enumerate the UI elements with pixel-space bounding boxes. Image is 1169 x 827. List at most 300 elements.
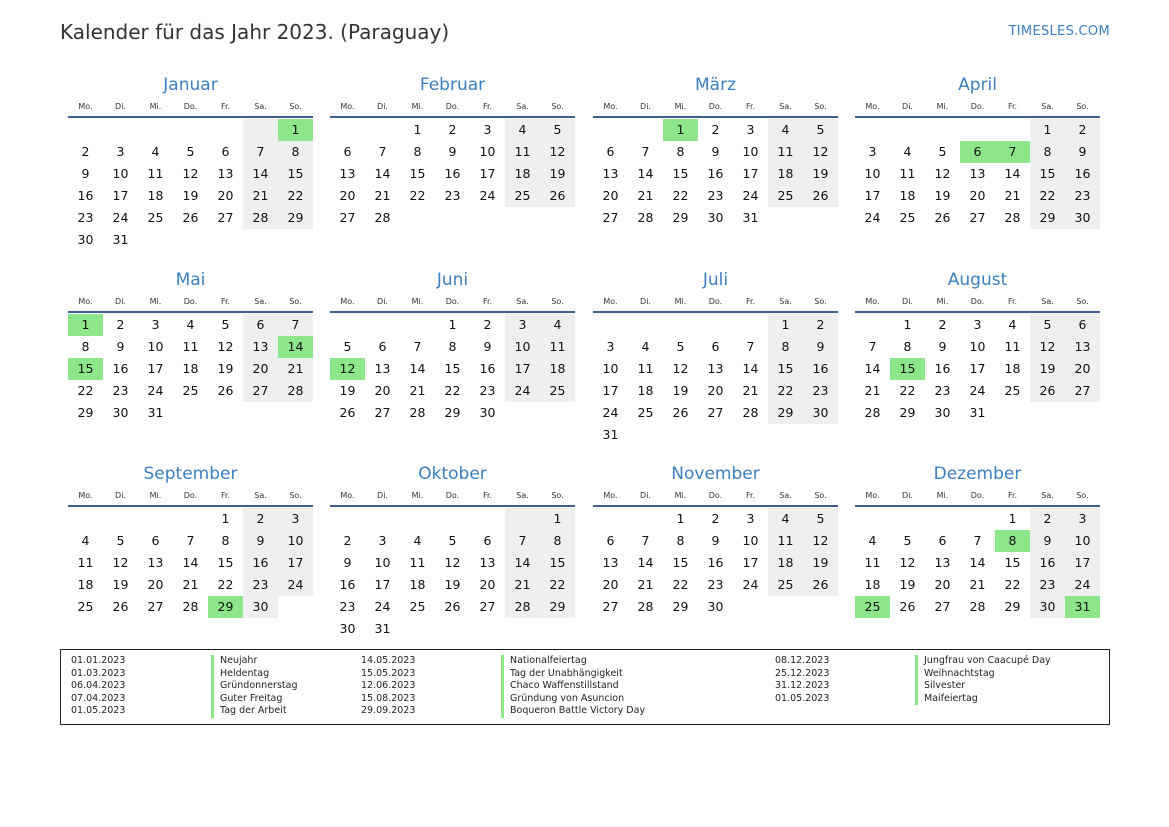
day-cell: 29 xyxy=(208,596,243,618)
week-row xyxy=(593,141,838,163)
day-cell: 25 xyxy=(182,383,199,398)
legend-row xyxy=(361,655,645,668)
holiday-name: Weihnachtstag xyxy=(915,668,995,681)
day-cell: 12 xyxy=(899,555,916,570)
week-row xyxy=(68,119,313,141)
weekday-label: So. xyxy=(814,491,827,500)
month-november xyxy=(593,461,838,618)
empty-cell xyxy=(1065,402,1100,424)
day-cell: 14 xyxy=(374,166,391,181)
day-cell: 10 xyxy=(278,530,313,552)
week-row xyxy=(68,596,313,618)
empty-cell xyxy=(733,314,768,336)
day-cell: 23 xyxy=(1030,574,1065,596)
day-cell: 25 xyxy=(855,596,890,618)
day-cell: 3 xyxy=(483,122,492,137)
day-cell: 18 xyxy=(505,163,540,185)
weekday-label: Mo. xyxy=(865,102,880,111)
day-cell: 7 xyxy=(243,141,278,163)
legend-row xyxy=(361,705,645,718)
day-cell: 27 xyxy=(602,599,619,614)
holiday-name: Chaco Waffenstillstand xyxy=(501,680,619,693)
day-cell: 1 xyxy=(663,119,698,141)
day-cell: 22 xyxy=(672,577,689,592)
day-cell: 29 xyxy=(672,210,689,225)
day-cell: 17 xyxy=(278,552,313,574)
day-cell: 29 xyxy=(444,405,461,420)
day-cell: 18 xyxy=(540,358,575,380)
day-cell: 22 xyxy=(77,383,94,398)
day-cell: 21 xyxy=(1004,188,1021,203)
day-cell: 8 xyxy=(448,339,457,354)
day-cell: 31 xyxy=(147,405,164,420)
day-cell: 23 xyxy=(243,574,278,596)
empty-cell xyxy=(400,314,435,336)
weekday-label: So. xyxy=(551,491,564,500)
day-cell: 11 xyxy=(637,361,654,376)
day-cell: 14 xyxy=(637,166,654,181)
weekday-header xyxy=(855,487,1100,505)
day-cell: 16 xyxy=(934,361,951,376)
day-cell: 27 xyxy=(602,210,619,225)
day-cell: 18 xyxy=(409,577,426,592)
weekday-label: Sa. xyxy=(1041,297,1054,306)
day-cell: 24 xyxy=(505,380,540,402)
weekday-label: Fr. xyxy=(482,102,493,111)
empty-cell xyxy=(278,596,313,618)
day-cell: 2 xyxy=(243,508,278,530)
day-cell: 14 xyxy=(1004,166,1021,181)
weekday-label: Sa. xyxy=(254,491,267,500)
day-cell: 23 xyxy=(339,599,356,614)
day-cell: 18 xyxy=(768,552,803,574)
day-cell: 27 xyxy=(147,599,164,614)
day-cell: 2 xyxy=(343,533,352,548)
day-cell: 19 xyxy=(217,361,234,376)
week-row xyxy=(855,530,1100,552)
day-cell: 6 xyxy=(343,144,352,159)
weekday-label: Sa. xyxy=(516,491,529,500)
day-cell: 28 xyxy=(374,210,391,225)
day-cell: 3 xyxy=(1065,508,1100,530)
day-cell: 6 xyxy=(938,533,947,548)
empty-cell xyxy=(68,119,103,141)
day-cell: 30 xyxy=(77,232,94,247)
day-cell: 22 xyxy=(278,185,313,207)
day-cell: 4 xyxy=(868,533,877,548)
day-cell: 26 xyxy=(112,599,129,614)
week-row xyxy=(855,596,1100,618)
weekday-label: Mi. xyxy=(149,297,162,306)
week-row xyxy=(855,207,1100,229)
day-cell: 9 xyxy=(1030,530,1065,552)
day-cell: 3 xyxy=(116,144,125,159)
empty-cell xyxy=(278,402,313,424)
day-cell: 10 xyxy=(505,336,540,358)
week-row xyxy=(593,402,838,424)
day-cell: 30 xyxy=(934,405,951,420)
day-cell: 27 xyxy=(374,405,391,420)
week-row xyxy=(330,618,575,640)
day-cell: 15 xyxy=(68,358,103,380)
holiday-date: 15.08.2023 xyxy=(361,692,416,704)
day-cell: 6 xyxy=(151,533,160,548)
day-cell: 27 xyxy=(217,210,234,225)
day-cell: 30 xyxy=(1065,207,1100,229)
day-cell: 17 xyxy=(374,577,391,592)
legend-row xyxy=(361,693,645,706)
week-row xyxy=(593,380,838,402)
week-row xyxy=(855,574,1100,596)
day-cell: 9 xyxy=(938,339,947,354)
day-cell: 30 xyxy=(339,621,356,636)
day-cell: 24 xyxy=(278,574,313,596)
day-cell: 27 xyxy=(707,405,724,420)
week-row xyxy=(855,119,1100,141)
day-cell: 3 xyxy=(746,122,755,137)
weekday-label: Di. xyxy=(902,491,913,500)
empty-cell xyxy=(173,508,208,530)
day-cell: 29 xyxy=(768,402,803,424)
empty-cell xyxy=(138,508,173,530)
legend-row xyxy=(71,680,297,693)
empty-cell xyxy=(628,314,663,336)
weekday-label: Mo. xyxy=(340,297,355,306)
empty-cell xyxy=(593,508,628,530)
day-cell: 1 xyxy=(676,511,685,526)
day-cell: 23 xyxy=(934,383,951,398)
holiday-date: 12.06.2023 xyxy=(361,680,416,692)
day-cell: 15 xyxy=(890,358,925,380)
week-row xyxy=(330,163,575,185)
empty-cell xyxy=(733,596,768,618)
empty-cell xyxy=(505,207,540,229)
day-cell: 23 xyxy=(803,380,838,402)
header-rule xyxy=(593,311,838,313)
empty-cell xyxy=(663,314,698,336)
week-row xyxy=(330,574,575,596)
day-cell: 20 xyxy=(217,188,234,203)
day-cell: 24 xyxy=(374,599,391,614)
weekday-label: Mi. xyxy=(411,491,424,500)
weekday-label: So. xyxy=(1076,491,1089,500)
week-row xyxy=(593,336,838,358)
day-cell: 23 xyxy=(707,577,724,592)
weekday-label: Mi. xyxy=(936,102,949,111)
day-cell: 25 xyxy=(768,185,803,207)
day-cell: 19 xyxy=(182,188,199,203)
day-cell: 4 xyxy=(151,144,160,159)
empty-cell xyxy=(505,618,540,640)
month-oktober xyxy=(330,461,575,640)
day-cell: 11 xyxy=(409,555,426,570)
weekday-label: Do. xyxy=(708,491,723,500)
empty-cell xyxy=(435,207,470,229)
day-cell: 11 xyxy=(505,141,540,163)
weekday-label: Di. xyxy=(115,102,126,111)
day-cell: 13 xyxy=(707,361,724,376)
empty-cell xyxy=(243,229,278,251)
weekday-label: Sa. xyxy=(516,102,529,111)
holiday-name: Neujahr xyxy=(211,655,257,668)
month-name: August xyxy=(947,270,1008,290)
weekday-label: Mo. xyxy=(603,297,618,306)
day-cell: 16 xyxy=(243,552,278,574)
weekday-label: Fr. xyxy=(482,297,493,306)
weekday-header xyxy=(855,293,1100,311)
day-cell: 21 xyxy=(505,574,540,596)
day-cell: 26 xyxy=(444,599,461,614)
day-cell: 2 xyxy=(938,317,947,332)
day-cell: 5 xyxy=(803,119,838,141)
holiday-legend xyxy=(60,649,1110,725)
weekday-label: Mi. xyxy=(936,491,949,500)
day-cell: 12 xyxy=(803,530,838,552)
day-cell: 5 xyxy=(116,533,125,548)
day-cell: 20 xyxy=(934,577,951,592)
day-cell: 8 xyxy=(413,144,422,159)
day-cell: 18 xyxy=(182,361,199,376)
day-cell: 27 xyxy=(339,210,356,225)
holiday-date: 15.05.2023 xyxy=(361,667,416,679)
legend-row xyxy=(71,668,297,681)
day-cell: 12 xyxy=(540,141,575,163)
weekday-label: Mo. xyxy=(340,102,355,111)
day-cell: 13 xyxy=(479,555,496,570)
header-rule xyxy=(330,311,575,313)
week-row xyxy=(855,185,1100,207)
weekday-header xyxy=(68,293,313,311)
day-cell: 10 xyxy=(742,144,759,159)
empty-cell xyxy=(628,119,663,141)
day-cell: 18 xyxy=(864,577,881,592)
day-cell: 13 xyxy=(969,166,986,181)
day-cell: 28 xyxy=(742,405,759,420)
month-januar xyxy=(68,72,313,251)
day-cell: 8 xyxy=(221,533,230,548)
week-row xyxy=(68,402,313,424)
day-cell: 3 xyxy=(151,317,160,332)
weekday-label: So. xyxy=(1076,297,1089,306)
day-cell: 3 xyxy=(278,508,313,530)
day-cell: 16 xyxy=(339,577,356,592)
weekday-label: Mo. xyxy=(865,491,880,500)
day-cell: 7 xyxy=(641,533,650,548)
weekday-label: Fr. xyxy=(745,102,756,111)
day-cell: 28 xyxy=(409,405,426,420)
day-cell: 13 xyxy=(243,336,278,358)
day-cell: 21 xyxy=(637,188,654,203)
day-cell: 2 xyxy=(803,314,838,336)
day-cell: 20 xyxy=(602,188,619,203)
day-cell: 10 xyxy=(742,533,759,548)
holiday-date: 06.04.2023 xyxy=(71,680,126,692)
day-cell: 8 xyxy=(540,530,575,552)
weekday-label: Do. xyxy=(970,297,985,306)
day-cell: 22 xyxy=(217,577,234,592)
day-cell: 6 xyxy=(378,339,387,354)
day-cell: 28 xyxy=(637,210,654,225)
day-cell: 27 xyxy=(243,380,278,402)
month-februar xyxy=(330,72,575,229)
day-cell: 8 xyxy=(81,339,90,354)
weekday-label: Do. xyxy=(970,491,985,500)
day-cell: 10 xyxy=(1065,530,1100,552)
day-cell: 16 xyxy=(1030,552,1065,574)
day-cell: 28 xyxy=(637,599,654,614)
day-cell: 14 xyxy=(409,361,426,376)
day-cell: 19 xyxy=(803,163,838,185)
weekday-header xyxy=(593,487,838,505)
weekday-label: Mo. xyxy=(603,102,618,111)
day-cell: 9 xyxy=(711,533,720,548)
day-cell: 22 xyxy=(444,383,461,398)
week-row xyxy=(68,336,313,358)
day-cell: 25 xyxy=(77,599,94,614)
site-link[interactable]: TIMESLES.COM xyxy=(1008,24,1110,39)
empty-cell xyxy=(925,119,960,141)
day-cell: 18 xyxy=(147,188,164,203)
weekday-label: Di. xyxy=(115,491,126,500)
day-cell: 3 xyxy=(746,511,755,526)
day-cell: 11 xyxy=(77,555,94,570)
legend-row xyxy=(775,680,1051,693)
holiday-name: Gründonnerstag xyxy=(211,680,297,693)
header-rule xyxy=(855,116,1100,118)
day-cell: 20 xyxy=(707,383,724,398)
day-cell: 6 xyxy=(711,339,720,354)
legend-column xyxy=(361,655,645,718)
week-row xyxy=(330,314,575,336)
holiday-date: 31.12.2023 xyxy=(775,680,830,692)
day-cell: 6 xyxy=(960,141,995,163)
day-cell: 12 xyxy=(330,358,365,380)
holiday-name: Boqueron Battle Victory Day xyxy=(501,705,645,718)
week-row xyxy=(855,358,1100,380)
day-cell: 15 xyxy=(409,166,426,181)
weekday-label: Di. xyxy=(115,297,126,306)
weekday-label: Mo. xyxy=(78,297,93,306)
header-rule xyxy=(330,505,575,507)
day-cell: 8 xyxy=(995,530,1030,552)
day-cell: 9 xyxy=(483,339,492,354)
day-cell: 24 xyxy=(742,188,759,203)
weekday-label: Sa. xyxy=(1041,102,1054,111)
weekday-label: Do. xyxy=(183,102,198,111)
day-cell: 31 xyxy=(742,210,759,225)
day-cell: 3 xyxy=(505,314,540,336)
week-row xyxy=(330,530,575,552)
day-cell: 30 xyxy=(1030,596,1065,618)
day-cell: 10 xyxy=(112,166,129,181)
day-cell: 17 xyxy=(742,555,759,570)
day-cell: 9 xyxy=(116,339,125,354)
day-cell: 4 xyxy=(413,533,422,548)
day-cell: 31 xyxy=(374,621,391,636)
day-cell: 6 xyxy=(483,533,492,548)
weekday-label: Do. xyxy=(708,297,723,306)
empty-cell xyxy=(628,508,663,530)
day-cell: 12 xyxy=(934,166,951,181)
day-cell: 26 xyxy=(540,185,575,207)
day-cell: 1 xyxy=(540,508,575,530)
day-cell: 14 xyxy=(742,361,759,376)
week-row xyxy=(330,185,575,207)
empty-cell xyxy=(365,508,400,530)
legend-row xyxy=(775,655,1051,668)
day-cell: 29 xyxy=(1030,207,1065,229)
day-cell: 4 xyxy=(81,533,90,548)
day-cell: 19 xyxy=(444,577,461,592)
holiday-date: 29.09.2023 xyxy=(361,705,416,717)
weekday-label: So. xyxy=(289,102,302,111)
header-rule xyxy=(68,311,313,313)
month-name: Oktober xyxy=(418,464,487,484)
day-cell: 14 xyxy=(505,552,540,574)
day-cell: 13 xyxy=(602,166,619,181)
legend-row xyxy=(71,705,297,718)
day-cell: 24 xyxy=(864,210,881,225)
day-cell: 3 xyxy=(378,533,387,548)
month-name: Juni xyxy=(436,270,469,290)
weekday-label: Mi. xyxy=(411,102,424,111)
day-cell: 13 xyxy=(602,555,619,570)
empty-cell xyxy=(470,207,505,229)
day-cell: 12 xyxy=(444,555,461,570)
month-name: November xyxy=(671,464,760,484)
day-cell: 15 xyxy=(672,166,689,181)
day-cell: 6 xyxy=(606,144,615,159)
day-cell: 23 xyxy=(707,188,724,203)
weekday-label: Fr. xyxy=(1007,491,1018,500)
day-cell: 16 xyxy=(479,361,496,376)
day-cell: 15 xyxy=(672,555,689,570)
header-rule xyxy=(68,116,313,118)
empty-cell xyxy=(103,119,138,141)
week-row xyxy=(68,314,313,336)
week-row xyxy=(330,358,575,380)
week-row xyxy=(593,314,838,336)
page-title: Kalender für das Jahr 2023. (Paraguay) xyxy=(60,20,450,44)
day-cell: 2 xyxy=(483,317,492,332)
day-cell: 3 xyxy=(973,317,982,332)
empty-cell xyxy=(243,119,278,141)
empty-cell xyxy=(330,508,365,530)
day-cell: 20 xyxy=(243,358,278,380)
day-cell: 22 xyxy=(409,188,426,203)
weekday-label: Di. xyxy=(377,491,388,500)
day-cell: 25 xyxy=(1004,383,1021,398)
week-row xyxy=(68,207,313,229)
day-cell: 19 xyxy=(540,163,575,185)
day-cell: 23 xyxy=(77,210,94,225)
day-cell: 23 xyxy=(444,188,461,203)
day-cell: 12 xyxy=(1030,336,1065,358)
empty-cell xyxy=(470,618,505,640)
day-cell: 26 xyxy=(803,185,838,207)
weekday-label: So. xyxy=(814,297,827,306)
week-row xyxy=(330,119,575,141)
week-row xyxy=(330,596,575,618)
empty-cell xyxy=(925,508,960,530)
weekday-label: Fr. xyxy=(745,297,756,306)
empty-cell xyxy=(768,207,803,229)
week-row xyxy=(593,530,838,552)
day-cell: 5 xyxy=(803,508,838,530)
weekday-header xyxy=(855,98,1100,116)
empty-cell xyxy=(365,314,400,336)
day-cell: 28 xyxy=(1004,210,1021,225)
